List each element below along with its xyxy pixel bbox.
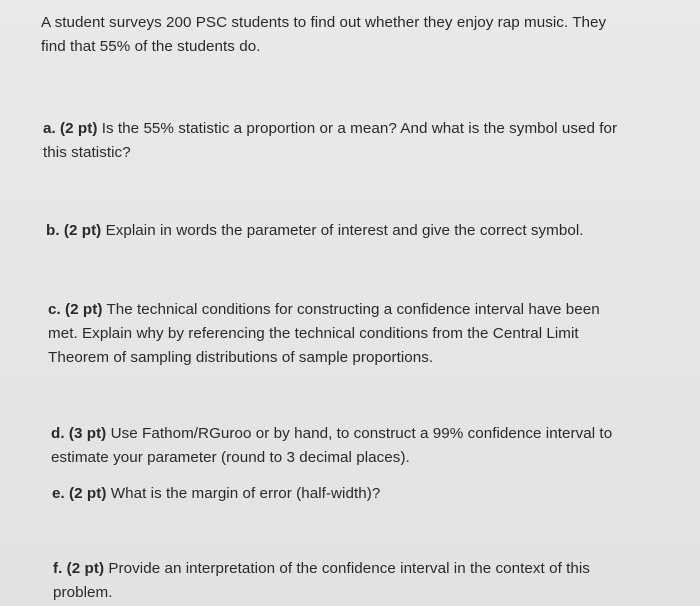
question-text: Explain in words the parameter of interest and give the correct symbol. [101, 222, 584, 239]
question-c [48, 298, 678, 370]
question-label: d. (3 pt) [51, 425, 107, 442]
question-b [46, 219, 686, 243]
question-label: f. (2 pt) [53, 560, 105, 577]
question-text: Use Fathom/RGuroo or by hand, to construct a 99% confidence interval to [106, 425, 613, 442]
question-f [53, 557, 683, 605]
question-text: What is the margin of error (half-width)? [106, 485, 381, 502]
problem-intro [41, 11, 681, 59]
question-line: this statistic? [43, 144, 131, 161]
question-label: e. (2 pt) [52, 485, 107, 502]
question-line [51, 422, 681, 446]
question-label: a. (2 pt) [43, 120, 98, 137]
question-a [43, 117, 683, 165]
question-text: The technical conditions for constructing a confidence interval have been [102, 301, 600, 318]
question-label: c. (2 pt) [48, 301, 103, 318]
question-text: Is the 55% statistic a proportion or a mean? And what is the symbol used for [97, 120, 618, 137]
intro-line: find that 55% of the students do. [41, 38, 261, 55]
question-line [43, 117, 683, 141]
question-line: met. Explain why by referencing the technical conditions from the Central Limit [48, 325, 579, 342]
question-line: problem. [53, 584, 113, 601]
question-line [52, 482, 682, 506]
question-line: Theorem of sampling distributions of sample proportions. [48, 349, 434, 366]
intro-line: A student surveys 200 PSC students to find out whether they enjoy rap music. They [41, 14, 607, 31]
question-label: b. (2 pt) [46, 222, 102, 239]
question-line [46, 219, 686, 243]
question-line: estimate your parameter (round to 3 decimal places). [51, 449, 410, 466]
question-line [53, 557, 683, 581]
question-e [52, 482, 682, 506]
question-text: Provide an interpretation of the confidence interval in the context of this [104, 560, 590, 577]
question-line [48, 298, 678, 322]
question-d [51, 422, 681, 470]
